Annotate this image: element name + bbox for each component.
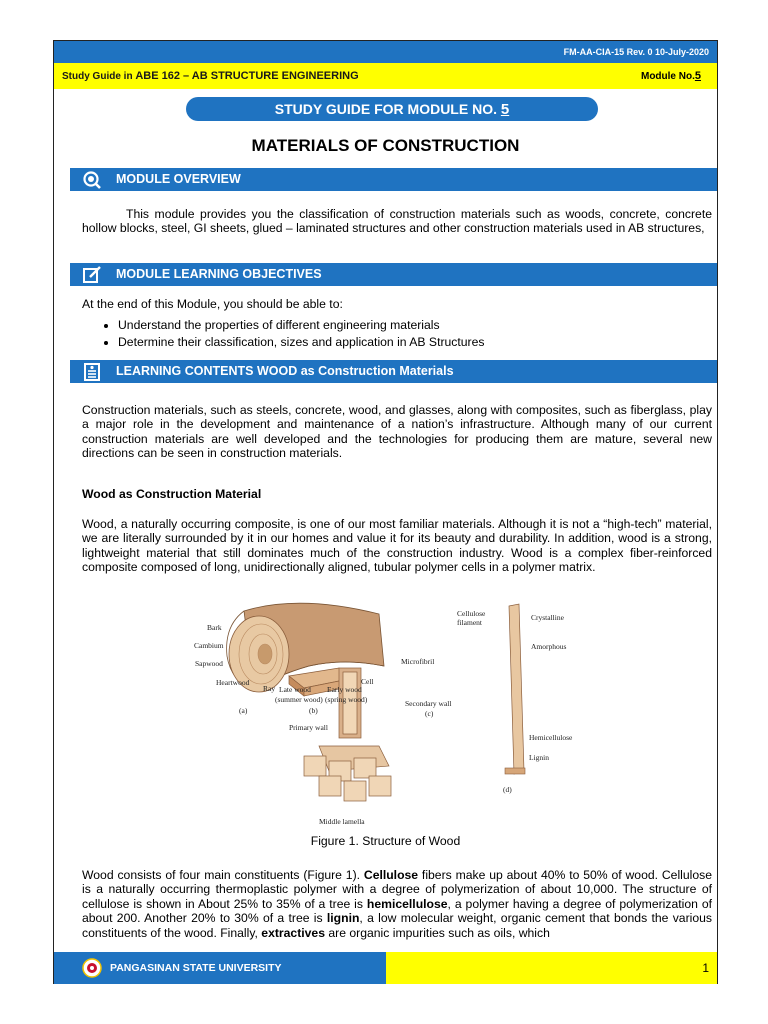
course-label: [62, 70, 359, 82]
label-spring-wood: (spring wood): [325, 695, 368, 704]
text-run: , a low molecular weight, organic cement that bonds the various constituents of the wood. Finally,: [82, 911, 712, 940]
label-cell: Cell: [361, 677, 374, 686]
section-header-contents: [70, 360, 717, 383]
university-seal-icon: [82, 958, 102, 978]
label-lignin: Lignin: [529, 753, 549, 762]
section-title: LEARNING CONTENTS WOOD as Construction Materials: [116, 364, 454, 378]
edit-icon: [82, 265, 102, 285]
text-run: Wood consists of four main constituents (Figure 1).: [82, 868, 364, 882]
module-number-label: [641, 70, 701, 82]
objectives-list: [96, 317, 484, 351]
footer-university-bar: [54, 952, 386, 984]
list-item: • Understand the properties of different engineering materials: [118, 317, 484, 334]
page-frame: [53, 40, 718, 984]
label-late-wood: Late wood: [279, 685, 311, 694]
document-code: FM-AA-CIA-15 Rev. 0 10-July-2020: [563, 47, 709, 57]
label-bark: Bark: [207, 623, 222, 632]
text-run: fibers make up about 40% to 50% of wood. Cellulose is a naturally occurring thermoplastic polymer with a degree of polymerization of about 10,000. The structure of cellulose is shown in About 25% to 35% of a tree is: [82, 868, 712, 911]
course-name: ABE 162 – AB STRUCTURE ENGINEERING: [135, 70, 359, 82]
label-microfibril: Microfibril: [401, 657, 435, 666]
page-number: 1: [702, 961, 709, 975]
university-name: PANGASINAN STATE UNIVERSITY: [110, 962, 282, 974]
list-item: • Determine their classification, sizes and application in AB Structures: [118, 334, 484, 351]
label-cambium: Cambium: [194, 641, 224, 650]
section-header-objectives: [70, 263, 717, 286]
study-guide-banner: [186, 97, 598, 121]
objectives-intro: At the end of this Module, you should be able to:: [82, 297, 343, 311]
term-extractives: extractives: [261, 925, 325, 940]
module-number: 5: [694, 70, 701, 82]
module-label: Module No.: [640, 71, 695, 82]
banner-number: 5: [500, 101, 510, 118]
section-header-overview: [70, 168, 717, 191]
label-d: (d): [503, 785, 512, 794]
label-middle-lamella: Middle lamella: [319, 817, 365, 826]
label-secondary-wall: Secondary wall: [405, 699, 452, 708]
wood-structure-figure: [179, 596, 579, 828]
subheading: Wood as Construction Material: [82, 487, 262, 501]
label-a: (a): [239, 706, 248, 715]
term-hemicellulose: hemicellulose: [366, 896, 448, 911]
label-summer-wood: (summer wood): [275, 695, 323, 704]
magnifier-icon: [82, 170, 102, 190]
study-guide-prefix: Study Guide in: [62, 71, 136, 82]
document-icon: [82, 362, 102, 382]
label-c: (c): [425, 709, 434, 718]
label-b: (b): [309, 706, 318, 715]
text-run: are organic impurities such as oils, which: [325, 925, 550, 940]
overview-text: This module provides you the classification of construction materials such as woods, concrete, concrete hollow blocks, steel, GI sheets, glued – laminated structures and other construction materials used in AB structures,: [82, 207, 712, 236]
header-code-bar: [54, 41, 717, 63]
label-early-wood: Early wood: [327, 685, 362, 694]
label-ray: Ray: [263, 684, 276, 693]
text-run: , a polymer having a degree of polymerization of about 200. Another 20% to 30% of a tree is: [82, 896, 712, 926]
label-heartwood: Heartwood: [216, 678, 250, 687]
label-sapwood: Sapwood: [195, 659, 223, 668]
section-title: MODULE LEARNING OBJECTIVES: [116, 267, 322, 281]
intro-paragraph: Construction materials, such as steels, concrete, wood, and glasses, along with composites, such as fiberglass, play a major role in the development and maintenance of a nation’s infrastructure. Although many of our current construction materials are well developed and the technologies for producing them are mature, several new directions can be seen in construction materials.: [82, 403, 712, 461]
label-filament: filament: [457, 618, 482, 627]
banner-text: STUDY GUIDE FOR MODULE NO.: [274, 101, 501, 117]
term-lignin: lignin: [326, 911, 360, 926]
label-amorphous: Amorphous: [531, 642, 567, 651]
term-cellulose: Cellulose: [363, 868, 419, 882]
wood-paragraph: Wood, a naturally occurring composite, is one of our most familiar materials. Although it is not a “high-tech” material, we are literally surrounded by it in our homes and value it for its beauty and durability. In addition, wood is a strong, lightweight material that still dominates much of the construction industry. Wood is a complex fiber-reinforced composite composed of long, unidirectionally aligned, tubular polymer cells in a polymer matrix.: [82, 517, 712, 575]
page-title: MATERIALS OF CONSTRUCTION: [251, 136, 520, 155]
label-hemicellulose: Hemicellulose: [529, 733, 573, 742]
footer-page-bar: [386, 952, 717, 984]
figure-caption: Figure 1. Structure of Wood: [310, 834, 461, 848]
label-primary-wall: Primary wall: [289, 723, 328, 732]
course-bar: [54, 63, 717, 89]
label-cellulose: Cellulose: [457, 609, 486, 618]
section-title: MODULE OVERVIEW: [116, 172, 241, 186]
label-crystalline: Crystalline: [531, 613, 564, 622]
constituents-paragraph: [82, 868, 712, 940]
